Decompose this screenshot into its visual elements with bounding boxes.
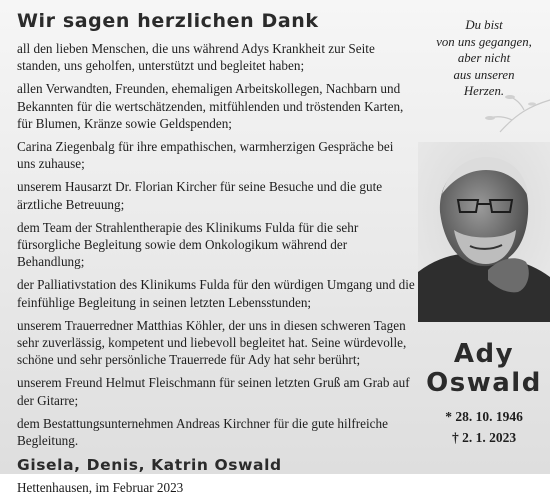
thanks-paragraph: dem Team der Strahlentherapie des Klinikums Fulda für die sehr fürsorgliche Begleitung sowie dem Onkologikum während der Behandlung; <box>17 219 359 270</box>
thanks-paragraph: der Palliativstation des Klinikums Fulda für den würdigen Umgang und die feinfühlige Begleitung in seinen letzten Lebensstunden; <box>17 277 415 310</box>
thanks-paragraph: Carina Ziegenbalg für ihre empathischen, warmherzigen Gespräche bei uns zuhause; <box>17 139 394 172</box>
portrait-photo <box>418 142 550 322</box>
verse-line: von uns gegangen, <box>436 34 532 49</box>
place-date: Hettenhausen, im Februar 2023 <box>17 480 184 496</box>
portrait-image <box>418 142 550 322</box>
thanks-paragraph: unserem Trauerredner Matthias Köhler, der uns in diesen schweren Tagen sehr zuverlässig, kompetent und liebevoll begleitet hat. Seine würdevolle, schöne und sehr persönliche Trauerrede für Ady hat sehr berührt; <box>17 317 407 368</box>
thanks-heading: Wir sagen herzlichen Dank <box>17 10 319 32</box>
signers: Gisela, Denis, Katrin Oswald <box>17 456 282 475</box>
deceased-name <box>418 340 550 398</box>
memorial-verse <box>428 17 540 100</box>
last-name: Oswald <box>426 368 542 398</box>
thanks-paragraph: allen Verwandten, Freunden, ehemaligen Arbeitskollegen, Nachbarn und Bekannten für die wertschätzenden, mitfühlenden und tröstenden Karten, für Blumen, Kränze sowie Geldspenden; <box>17 81 404 131</box>
thanks-paragraph: unserem Hausarzt Dr. Florian Kircher für seine Besuche und die gute ärztliche Betreuung; <box>17 179 383 212</box>
thanks-column <box>17 8 415 496</box>
thanks-paragraph: dem Bestattungsunternehmen Andreas Kirchner für die gute hilfreiche Begleitung. <box>17 415 388 449</box>
verse-line: Herzen. <box>463 84 505 99</box>
verse-line: aber nicht <box>457 51 511 66</box>
life-dates <box>418 406 550 448</box>
first-name: Ady <box>453 339 515 369</box>
verse-line: Du bist <box>465 18 503 32</box>
thanks-paragraph: all den lieben Menschen, die uns während Adys Krankheit zur Seite standen, uns geholfen, unterstützt und begleitet haben; <box>17 41 375 74</box>
death-date: † 2. 1. 2023 <box>451 430 517 445</box>
verse-line: aus unseren <box>453 67 515 82</box>
thanks-paragraph: unserem Freund Helmut Fleischmann für seinen letzten Gruß am Grab auf der Gitarre; <box>17 375 410 408</box>
birth-date: * 28. 10. 1946 <box>445 409 523 424</box>
